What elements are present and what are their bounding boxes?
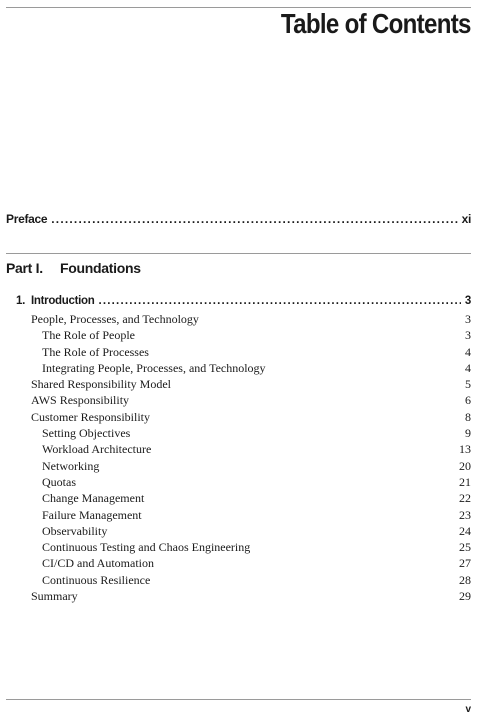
toc-entry-label: Summary: [31, 589, 78, 604]
dot-leader: [98, 295, 460, 307]
toc-entry-page: 25: [459, 540, 471, 555]
toc-entry-label: Continuous Testing and Chaos Engineering: [42, 540, 251, 555]
toc-entry-label: The Role of People: [42, 328, 135, 343]
toc-entry-page: 21: [459, 474, 471, 489]
toc-entry-label: Quotas: [42, 474, 76, 489]
toc-entry[interactable]: [0, 409, 498, 425]
bottom-rule: [6, 699, 471, 700]
part-heading: [6, 260, 141, 276]
toc-entry[interactable]: [0, 588, 498, 604]
toc-entry-label: Setting Objectives: [42, 426, 131, 441]
toc-entry[interactable]: [0, 441, 498, 457]
toc-entry-page: 3: [465, 312, 471, 326]
chapter-title: Introduction: [31, 295, 95, 307]
toc-entry-label: Shared Responsibility Model: [31, 377, 171, 392]
toc-preface-row[interactable]: [6, 212, 471, 226]
toc-entry-label: Customer Responsibility: [31, 409, 151, 424]
toc-entry-label: Continuous Resilience: [42, 572, 151, 587]
toc-entry[interactable]: [0, 539, 498, 555]
toc-entry-page: 20: [459, 458, 471, 473]
chapter-number: 1.: [16, 295, 25, 307]
page-title: Table of Contents: [281, 8, 471, 39]
toc-entry-label: Integrating People, Processes, and Technology: [42, 360, 266, 375]
toc-entry[interactable]: [0, 344, 498, 360]
toc-entry[interactable]: [0, 311, 498, 327]
toc-entry-label: AWS Responsibility: [31, 393, 130, 408]
toc-entry-page: 4: [465, 360, 471, 375]
toc-entry-page: 23: [459, 507, 471, 522]
toc-entry-label: Change Management: [42, 491, 145, 506]
toc-entry[interactable]: [0, 360, 498, 376]
toc-entry[interactable]: [0, 376, 498, 392]
toc-entry[interactable]: [0, 490, 498, 506]
toc-entry-page: 13: [459, 442, 471, 457]
part-label: Part I.: [6, 260, 43, 276]
toc-entry-label: CI/CD and Automation: [42, 556, 154, 571]
toc-entry-page: 29: [459, 589, 471, 604]
toc-entry-page: 8: [465, 409, 471, 424]
toc-entry[interactable]: [0, 474, 498, 490]
toc-entry-page: 4: [465, 344, 471, 359]
preface-page: xi: [461, 212, 471, 226]
toc-entry[interactable]: [0, 425, 498, 441]
part-title: Foundations: [60, 260, 141, 276]
part-rule: [6, 253, 471, 254]
toc-entry-label: Observability: [42, 523, 108, 538]
toc-entry[interactable]: [0, 507, 498, 523]
page-number: v: [465, 704, 471, 715]
toc-chapter-row[interactable]: [16, 295, 471, 307]
toc-entry-page: 27: [459, 556, 471, 571]
toc-entry[interactable]: [0, 392, 498, 408]
toc-entry[interactable]: [0, 523, 498, 539]
toc-entry-page: 6: [465, 393, 471, 408]
toc-entry[interactable]: [0, 572, 498, 588]
toc-entry-page: 9: [465, 426, 471, 441]
toc-entry-list: [0, 311, 498, 604]
preface-label: Preface: [6, 212, 48, 226]
toc-entry-label: Failure Management: [42, 507, 142, 522]
toc-entry[interactable]: [0, 555, 498, 571]
toc-entry-page: 3: [465, 328, 471, 343]
toc-entry-label: Workload Architecture: [42, 442, 152, 457]
toc-entry-page: 5: [465, 377, 471, 392]
toc-entry-page: 22: [459, 491, 471, 506]
toc-entry[interactable]: [0, 458, 498, 474]
chapter-page: 3: [464, 295, 471, 307]
toc-entry-page: 28: [459, 572, 471, 587]
toc-entry-page: 24: [459, 523, 471, 538]
toc-entry-label: People, Processes, and Technology: [31, 312, 199, 326]
toc-entry[interactable]: [0, 327, 498, 343]
dot-leader: [51, 212, 457, 226]
toc-entry-label: Networking: [42, 458, 100, 473]
toc-entry-label: The Role of Processes: [42, 344, 149, 359]
